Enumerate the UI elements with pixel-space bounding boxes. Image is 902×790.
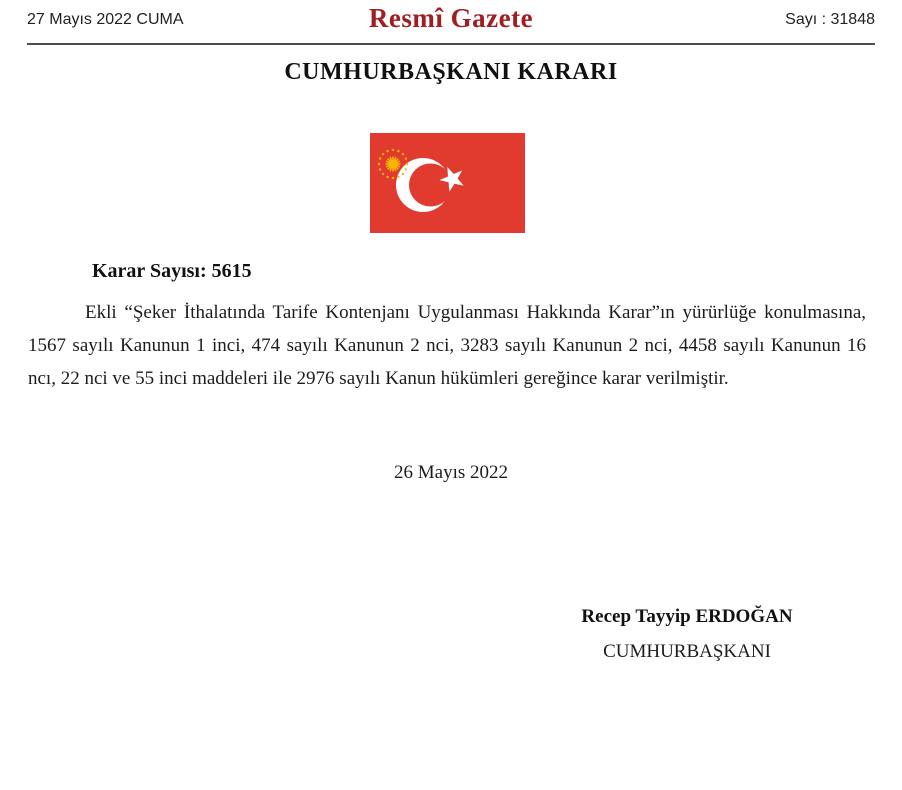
crescent-inner bbox=[409, 164, 452, 207]
signature-block bbox=[560, 606, 814, 663]
signature-name: Recep Tayyip ERDOĞAN bbox=[581, 606, 793, 627]
gazette-masthead: Resmî Gazete bbox=[368, 3, 534, 33]
gazette-issue-number: Sayı : 31848 bbox=[785, 11, 875, 28]
gazette-date: 27 Mayıs 2022 CUMA bbox=[27, 11, 184, 28]
sun-core-icon bbox=[388, 159, 397, 168]
decree-body-paragraph: Ekli “Şeker İthalatında Tarife Kontenjanı Uygulanması Hakkında Karar”ın yürürlüğe konulmasına, 1567 sayılı Kanunun 1 inci, 474 sayılı Kanunun 2 nci, 3283 sayılı Kanunun 2 nci, 4458 sayılı Kanunun 16 ncı, 22 nci ve 55 inci maddeleri ile 2976 sayılı Kanun hükümleri gereğince karar verilmiştir. bbox=[28, 302, 866, 389]
decree-title: CUMHURBAŞKANI KARARI bbox=[284, 59, 618, 85]
decree-date: 26 Mayıs 2022 bbox=[394, 462, 508, 483]
header-divider bbox=[27, 43, 875, 45]
turkish-presidential-flag-icon bbox=[370, 133, 525, 233]
signature-title: CUMHURBAŞKANI bbox=[603, 641, 771, 662]
decree-number: Karar Sayısı: 5615 bbox=[92, 260, 252, 282]
